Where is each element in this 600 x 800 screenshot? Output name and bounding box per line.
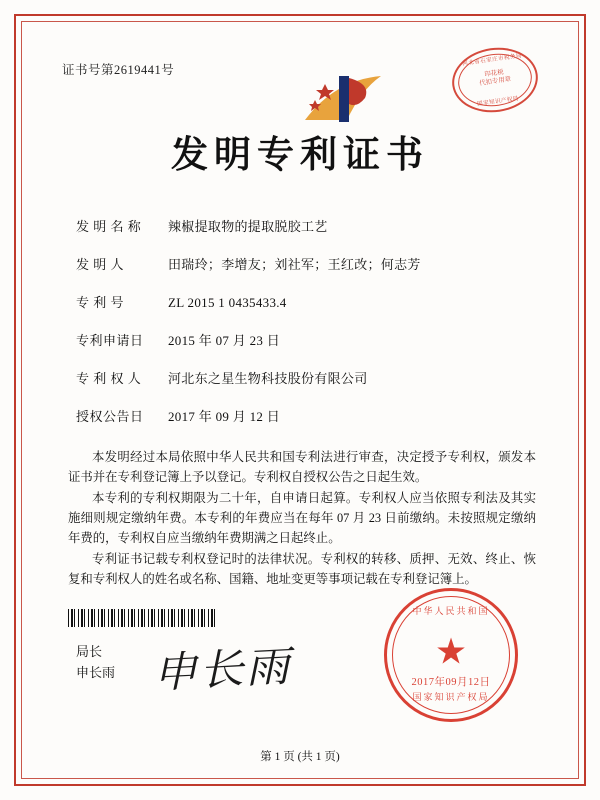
field-label: 专 利 权 人: [76, 371, 142, 386]
signature-name: 申长雨: [76, 665, 116, 680]
body-paragraph: 本专利的专利权期限为二十年，自申请日起算。专利权人应当依照专利法及其实施细则规定缴纳年费。本专利的年费应当在每年 07 月 23 日前缴纳。未按照规定缴纳年费的，专利权自应当缴纳年费期满之日起终止。: [68, 491, 536, 545]
handwritten-signature: 申长雨: [151, 644, 293, 698]
body-paragraph: 本发明经过本局依照中华人民共和国专利法进行审查，决定授予专利权，颁发本证书并在专利登记簿上予以登记。专利权自授权公告之日起生效。: [68, 450, 536, 484]
corner-ornament-top-right: [568, 14, 586, 32]
field-label: 发 明 人: [76, 257, 125, 272]
tax-stamp-top-text: 河北省石家庄市税务局: [462, 53, 523, 68]
field-value: 辣椒提取物的提取脱胶工艺: [168, 219, 328, 234]
field-value: 田瑞玲；李增友；刘社军；王红改；何志芳: [168, 257, 421, 272]
official-seal-top-text: 中华人民共和国: [412, 606, 490, 616]
field-row: [76, 216, 560, 235]
star-icon: ★: [434, 631, 468, 672]
certificate-content: [40, 36, 560, 770]
field-value: 河北东之星生物科技股份有限公司: [168, 371, 368, 386]
official-seal-date: 2017年09月12日: [411, 677, 491, 688]
field-value: 2015 年 07 月 23 日: [168, 333, 281, 348]
official-seal-bottom-text: 国家知识产权局: [412, 692, 490, 702]
field-list: [76, 216, 560, 425]
certificate-number: 证书号第2619441号: [62, 63, 175, 77]
tax-stamp-bottom-text: 国家知识产权局: [476, 95, 520, 108]
page-footer: 第 1 页 (共 1 页): [260, 751, 340, 763]
page-title: 发明专利证书: [171, 135, 429, 176]
field-row: [76, 406, 560, 425]
field-row: [76, 292, 560, 311]
body-text: [68, 447, 536, 589]
field-value: 2017 年 09 月 12 日: [168, 409, 281, 424]
field-row: [76, 330, 560, 349]
corner-ornament-bottom-right: [568, 768, 586, 786]
field-value: ZL 2015 1 0435433.4: [168, 295, 287, 310]
official-seal-icon: [384, 588, 518, 722]
tax-stamp-icon: [448, 42, 542, 117]
field-row: [76, 254, 560, 273]
barcode: [68, 609, 218, 627]
signature-title: 局长: [76, 644, 103, 659]
body-paragraph: 专利证书记载专利权登记时的法律状况。专利权的转移、质押、无效、终止、恢复和专利权人的姓名或名称、国籍、地址变更等事项记载在专利登记簿上。: [68, 552, 536, 586]
patent-office-logo-icon: [295, 70, 385, 132]
field-label: 发 明 名 称: [76, 219, 142, 234]
corner-ornament-bottom-left: [14, 768, 32, 786]
field-row: [76, 368, 560, 387]
tax-stamp-middle-text: 印花税 代扣专用章: [478, 68, 512, 88]
corner-ornament-top-left: [14, 14, 32, 32]
field-label: 专利申请日: [76, 333, 144, 348]
field-label: 专 利 号: [76, 295, 125, 310]
field-label: 授权公告日: [76, 409, 144, 424]
